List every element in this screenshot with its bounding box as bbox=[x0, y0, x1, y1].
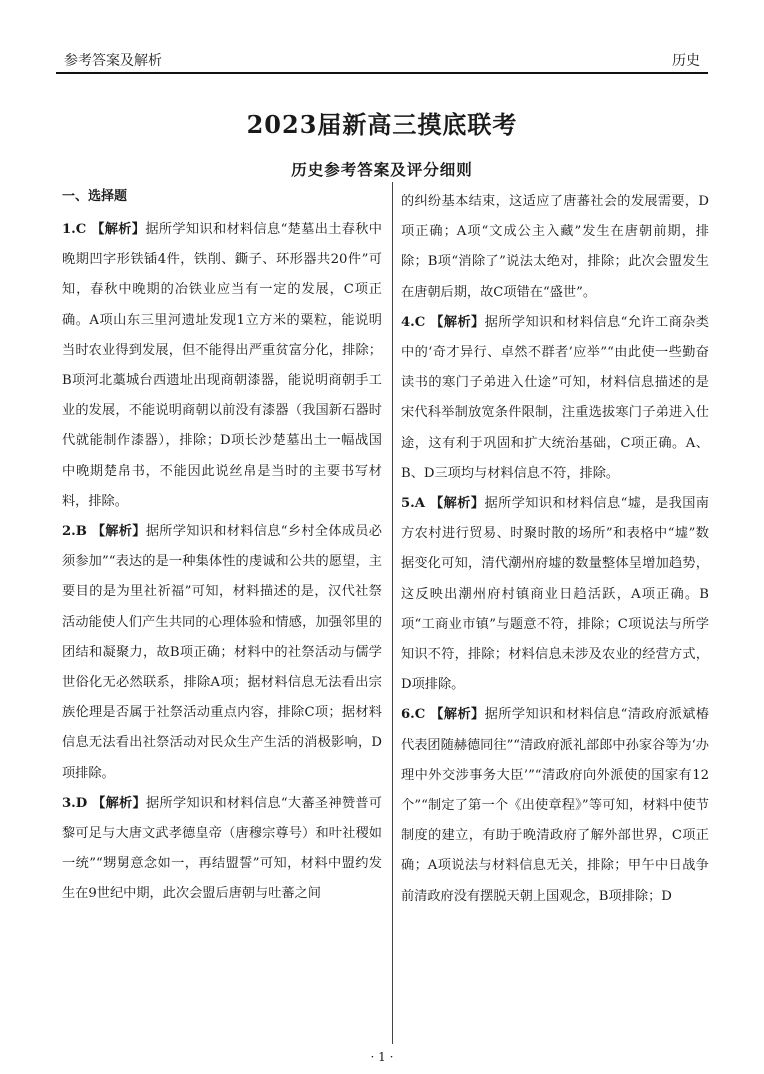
answer-text: 据所学知识和材料信息“允许工商杂类中的‘奇才异行、卓然不群者’应举”“由此使一些勤奋读书的寒门子弟进入仕途”可知，材料信息描述的是宋代科举制放宽条件限制，注重选拔寒门子弟进入仕途，这有利于巩固和扩大统治基础，C项正确。A、B、D三项均与材料信息不符，排除。 bbox=[401, 314, 709, 481]
header-divider bbox=[56, 72, 708, 74]
header-left-text: 参考答案及解析 bbox=[64, 53, 162, 69]
answer-label: 6.C 【解析】 bbox=[401, 707, 485, 723]
answer-text: 据所学知识和材料信息“乡村全体成员必须参加”“表达的是一种集体性的虔诚和公共的愿望，主要目的是为里社祈福”可知，材料描述的是，汉代社祭活动能使人们产生共同的心理体验和情感，加强邻里的团结和凝聚力，故B项正确；材料中的社祭活动与儒学世俗化无必然联系，排除A项；据材料信息无法看出宗族伦理是否属于社祭活动重点内容，排除C项；据材料信息无法看出社祭活动对民众生产生活的消极影响，D项排除。 bbox=[62, 524, 382, 781]
answer-label: 1.C 【解析】 bbox=[62, 222, 146, 237]
answer-paragraph bbox=[62, 517, 382, 789]
answer-paragraph bbox=[62, 215, 382, 517]
answer-text: 据所学知识和材料信息“墟，是我国南方农村进行贸易、时聚时散的场所”和表格中“墟”数据变化可知，清代潮州府墟的数量整体呈增加趋势，这反映出潮州府村镇商业日趋活跃，A项正确。B项“工商业市镇”与题意不符，排除；C项说法与所学知识不符，排除；材料信息未涉及农业的经营方式，D项排除。 bbox=[401, 496, 709, 693]
left-column bbox=[62, 187, 382, 910]
answer-paragraph bbox=[401, 308, 709, 489]
section-heading: 一、选择题 bbox=[62, 189, 128, 204]
page-number: · 1 · bbox=[370, 1050, 394, 1064]
answer-paragraph bbox=[401, 489, 709, 700]
answer-paragraph-continued bbox=[401, 187, 709, 308]
column-divider bbox=[392, 182, 393, 1044]
answer-text: 据所学知识和材料信息“大蕃圣神赞普可黎可足与大唐文武孝德皇帝（唐穆宗尊号）和叶社稷如一统”“甥舅意念如一，再结盟誓”可知，材料中盟约发生在9世纪中期，此次会盟后唐朝与吐蕃之间 bbox=[62, 795, 382, 902]
answer-label: 4.C 【解析】 bbox=[401, 314, 485, 330]
page-title: 2023届新高三摸底联考 bbox=[246, 110, 518, 139]
answer-text: 的纠纷基本结束，这适应了唐蕃社会的发展需要，D项正确；A项“文成公主入藏”发生在唐朝前期，排除；B项“消除了”说法太绝对，排除；此次会盟发生在唐朝后期，故C项错在“盛世”。 bbox=[401, 194, 709, 300]
answer-label: 2.B 【解析】 bbox=[62, 524, 146, 540]
answer-paragraph bbox=[62, 789, 382, 910]
answer-text: 据所学知识和材料信息“楚墓出土春秋中晚期凹字形铁锸4件，铁削、鐁子、环形器共20件”可知，春秋中晚期的冶铁业应当有一定的发展，C项正确。A项山东三里河遗址发现1立方米的粟粒，能说明当时农业得到发展，但不能得出严重贫富分化，排除；B项河北藁城台西遗址出现商朝漆器，能说明商朝手工业的发展，不能说明商朝以前没有漆器（我国新石器时代就能制作漆器），排除；D项长沙楚墓出土一幅战国中晚期楚帛书，不能因此说丝帛是当时的主要书写材料，排除。 bbox=[62, 222, 382, 509]
page-subtitle: 历史参考答案及评分细则 bbox=[291, 160, 473, 179]
answer-paragraph bbox=[401, 700, 709, 911]
answer-label: 5.A 【解析】 bbox=[401, 496, 485, 512]
right-column bbox=[401, 187, 709, 912]
answer-text: 据所学知识和材料信息“清政府派斌椿代表团随赫德同往”“清政府派礼部郎中孙家谷等为‘办理中外交涉事务大臣’”“清政府向外派使的国家有12个”“制定了第一个《出使章程》”等可知，材料中使节制度的建立，有助于晚清政府了解外部世界，C项正确；A项说法与材料信息无关，排除；甲午中日战争前清政府没有摆脱天朝上国观念，B项排除；D bbox=[401, 707, 709, 904]
answer-label: 3.D 【解析】 bbox=[62, 795, 147, 811]
header-subject: 历史 bbox=[672, 53, 700, 69]
